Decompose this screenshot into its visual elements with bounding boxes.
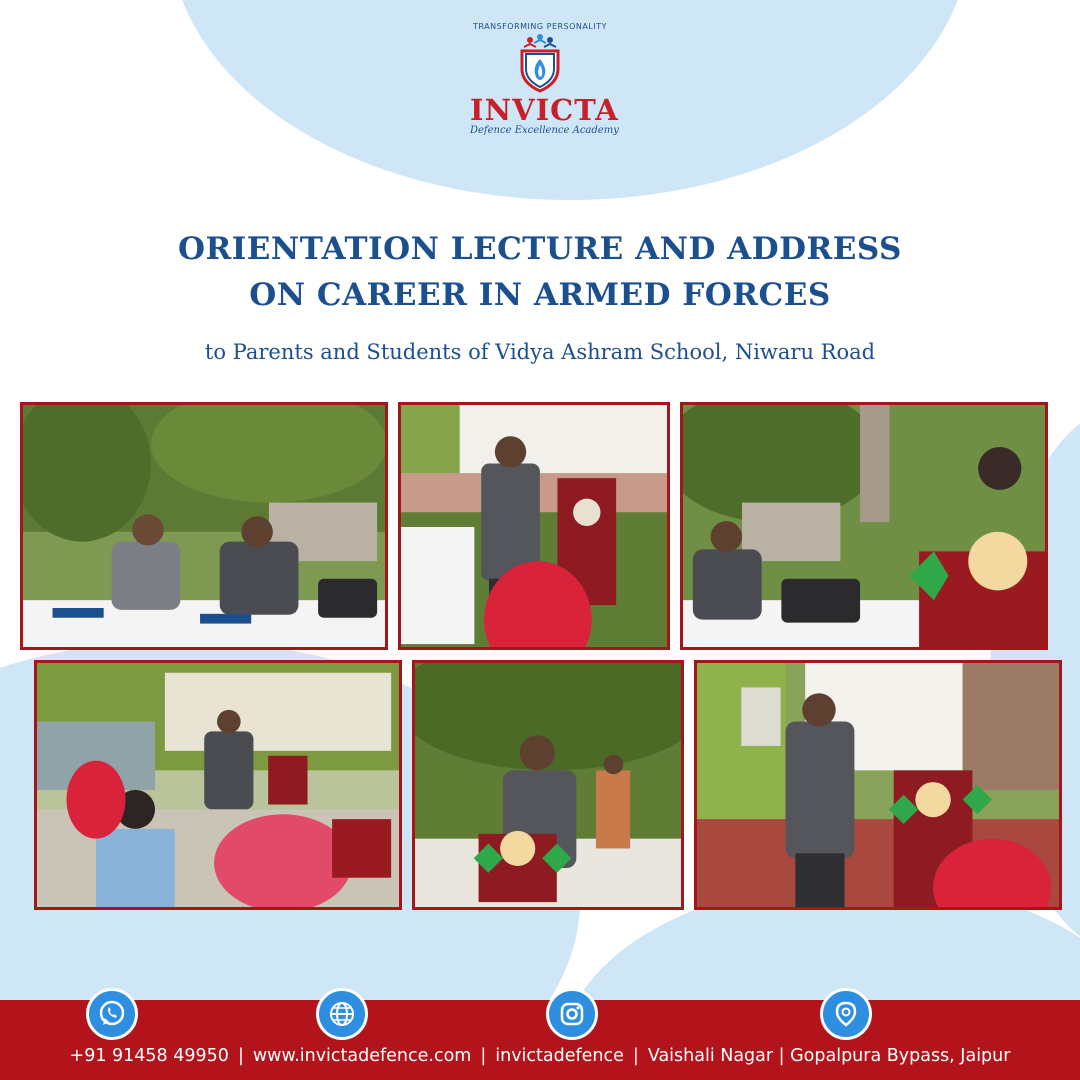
title-line-1: ORIENTATION LECTURE AND ADDRESS — [178, 231, 902, 267]
page-subtitle: to Parents and Students of Vidya Ashram School, Niwaru Road — [204, 340, 876, 364]
photo-guests-seated — [20, 402, 388, 650]
page-title — [90, 226, 990, 318]
photo-audience-wide — [34, 660, 402, 910]
logo-tagline: TRANSFORMING PERSONALITY — [473, 22, 607, 31]
contact-footer — [0, 1000, 1080, 1080]
website-link[interactable]: www.invictadefence.com — [252, 1046, 472, 1066]
location-pin-icon[interactable] — [820, 988, 872, 1040]
contact-line — [0, 1046, 1080, 1066]
separator: | — [632, 1046, 639, 1066]
globe-icon-glyph — [327, 999, 357, 1029]
photo-speaker-podium-2 — [412, 660, 684, 910]
phone-number[interactable]: +91 91458 49950 — [69, 1046, 229, 1066]
instagram-icon-glyph — [557, 999, 587, 1029]
invicta-logo — [470, 22, 619, 172]
separator: | — [237, 1046, 244, 1066]
photo-guest-and-podium — [680, 402, 1048, 650]
instagram-handle[interactable]: invictadefence — [495, 1046, 624, 1066]
photo-speaker-podium-1 — [398, 402, 670, 650]
separator: | — [480, 1046, 487, 1066]
logo-subtitle: Defence Excellence Academy — [470, 125, 619, 136]
whatsapp-icon[interactable] — [86, 988, 138, 1040]
instagram-icon[interactable] — [546, 988, 598, 1040]
logo-emblem-icon — [510, 33, 570, 93]
address-text: Vaishali Nagar | Gopalpura Bypass, Jaipur — [647, 1046, 1011, 1066]
whatsapp-icon-glyph — [97, 999, 127, 1029]
photo-speaker-podium-3 — [694, 660, 1062, 910]
logo-brand-name: INVICTA — [470, 93, 619, 127]
location-pin-icon-glyph — [831, 999, 861, 1029]
globe-icon[interactable] — [316, 988, 368, 1040]
title-line-2: ON CAREER IN ARMED FORCES — [249, 277, 831, 313]
